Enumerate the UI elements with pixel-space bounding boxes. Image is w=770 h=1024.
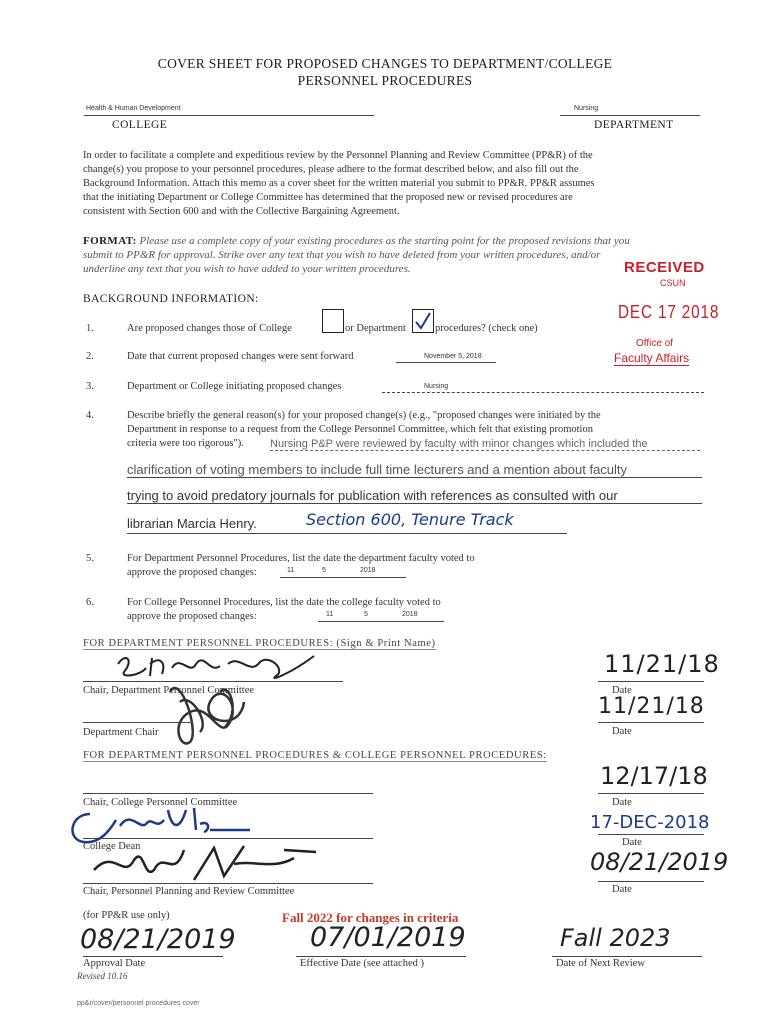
format-line: underline any text that you wish to have added to your written procedures.	[83, 263, 411, 275]
q1-number: 1.	[86, 323, 94, 334]
dept-chair-date-label: Date	[612, 726, 632, 737]
dean-date: 17-DEC-2018	[590, 812, 710, 833]
ppr-chair-date-line	[598, 881, 704, 882]
q4-answer-line: clarification of voting members to include full time lecturers and a mention about faculty	[127, 462, 702, 478]
q2-underline	[396, 362, 496, 363]
format-line: submit to PP&R for approval. Strike over any text that you wish to have deleted from your written procedures, and/or	[83, 249, 601, 261]
q3-text: Department or College initiating proposed changes	[127, 381, 342, 392]
college-chair-date-line	[598, 793, 704, 794]
q5-day: 5	[322, 567, 326, 574]
ppr-only-note: Fall 2022 for changes in criteria	[282, 910, 459, 925]
department-underline	[560, 115, 700, 116]
q4-handwritten-note: Section 600, Tenure Track	[306, 510, 514, 529]
college-label: COLLEGE	[112, 119, 168, 131]
q2-text: Date that current proposed changes were sent forward	[127, 351, 354, 362]
stamp-faculty-affairs: Faculty Affairs	[614, 351, 690, 365]
chair-label: Chair, Department Personnel Committee	[83, 685, 255, 696]
stamp-csun: CSUN	[660, 278, 686, 288]
revised-note: Revised 10.16	[77, 971, 128, 981]
background-heading: BACKGROUND INFORMATION:	[83, 293, 259, 305]
college-chair-signature-line	[83, 793, 373, 794]
ppr-chair-signature-line	[83, 883, 373, 884]
q3-number: 3.	[86, 381, 94, 392]
stamp-office: Office of	[636, 338, 674, 349]
q4-answer-line: librarian Marcia Henry.	[127, 516, 257, 531]
format-line: Please use a complete copy of your existing procedures as the starting point for the proposed revisions that you	[139, 235, 630, 247]
document-title-line1: COVER SHEET FOR PROPOSED CHANGES TO DEPARTMENT/COLLEGE	[157, 56, 613, 71]
dept-chair-date-line	[598, 722, 704, 723]
q6-text-line: approve the proposed changes:	[127, 611, 257, 622]
intro-line: change(s) you propose to your personnel procedures, please adhere to the format described below, and also fill out the	[83, 164, 579, 175]
q5-number: 5.	[86, 553, 94, 564]
q1-text-procedures: procedures? (check one)	[435, 323, 538, 334]
q2-value: November 5, 2018	[424, 353, 482, 360]
q6-month: 11	[326, 611, 334, 618]
q4-answer-line: Nursing P&P were reviewed by faculty with minor changes which included the	[270, 438, 700, 451]
department-value: Nursing	[574, 105, 599, 112]
stamp-received: RECEIVED	[624, 259, 705, 276]
document-title-line2: PERSONNEL PROCEDURES	[297, 73, 473, 88]
department-checkbox[interactable]	[412, 309, 434, 333]
q6-text-line: For College Personnel Procedures, list the date the college faculty voted to	[127, 597, 441, 608]
college-underline	[84, 115, 374, 116]
intro-line: that the initiating Department or College Committee has determined that the proposed new or revised procedures are	[83, 192, 573, 203]
ppr-chair-date: 08/21/2019	[590, 848, 729, 876]
college-chair-label: Chair, College Personnel Committee	[83, 797, 238, 808]
stamp-date: DEC 17 2018	[618, 302, 720, 322]
next-review-label: Date of Next Review	[556, 958, 645, 969]
department-chair-signature	[160, 672, 250, 752]
file-path: pp&r/cover/personnel procedures cover	[77, 1000, 200, 1007]
dean-date-label: Date	[622, 837, 642, 848]
intro-line: Background Information. Attach this memo as a cover sheet for the written material you submit to PP&R. PP&R assumes	[83, 178, 595, 189]
intro-line: In order to facilitate a complete and expeditious review by the Personnel Planning and Review Committee (PP&R) of the	[83, 150, 593, 161]
ppr-chair-label: Chair, Personnel Planning and Review Committee	[83, 886, 295, 897]
chair-date-line	[598, 681, 704, 682]
q5-text-line: For Department Personnel Procedures, list the date the department faculty voted to	[127, 553, 475, 564]
q3-value: Nursing	[424, 383, 449, 390]
ppr-only-label: (for PP&R use only)	[83, 910, 170, 921]
dept-chair-signature-line	[83, 722, 193, 723]
college-value: Health & Human Development	[86, 105, 181, 112]
q6-date-underline	[318, 621, 444, 622]
dept-section-heading: FOR DEPARTMENT PERSONNEL PROCEDURES: (Sign & Print Name)	[83, 638, 436, 649]
chair-date-label: Date	[612, 685, 632, 696]
q5-text-line: approve the proposed changes:	[127, 567, 257, 578]
dept-chair-label: Department Chair	[83, 727, 159, 738]
format-label: FORMAT:	[83, 235, 137, 247]
dean-signature-line	[83, 838, 373, 839]
q1-text-college: Are proposed changes those of College	[127, 323, 292, 334]
chair-date: 11/21/18	[604, 650, 720, 678]
intro-line: consistent with Section 600 and with the Collective Bargaining Agreement.	[83, 206, 400, 217]
dept-chair-date: 11/21/18	[598, 694, 705, 719]
ppr-chair-date-label: Date	[612, 884, 632, 895]
q4-answer-line: trying to avoid predatory journals for publication with references as consulted with our	[127, 488, 702, 504]
next-review-date: Fall 2023	[560, 924, 671, 952]
college-chair-date-label: Date	[612, 797, 632, 808]
q2-number: 2.	[86, 351, 94, 362]
dean-label: College Dean	[83, 841, 141, 852]
q5-year: 2018	[360, 567, 376, 574]
q6-day: 5	[364, 611, 368, 618]
college-section-heading: FOR DEPARTMENT PERSONNEL PROCEDURES & COLLEGE PERSONNEL PROCEDURES:	[83, 750, 547, 761]
q1-text-department: or Department	[345, 323, 406, 334]
q4-text-line: Department in response to a request from the College Personnel Committee, which felt that existing promotion	[127, 424, 593, 435]
q3-underline	[382, 392, 704, 393]
q5-month: 11	[287, 567, 295, 574]
college-chair-date: 12/17/18	[600, 762, 708, 790]
q6-year: 2018	[402, 611, 418, 618]
q5-date-underline	[280, 577, 406, 578]
q4-underline	[127, 533, 567, 534]
approval-date: 08/21/2019	[80, 924, 236, 955]
intro-paragraph	[83, 149, 703, 219]
q4-number: 4.	[86, 410, 94, 421]
q6-number: 6.	[86, 597, 94, 608]
department-label: DEPARTMENT	[594, 119, 674, 131]
checkmark-icon	[413, 310, 433, 332]
q4-text-line: Describe briefly the general reason(s) for your proposed change(s) (e.g., "proposed changes were initiated by the	[127, 410, 601, 421]
approval-date-label: Approval Date	[83, 958, 146, 969]
college-checkbox[interactable]	[322, 309, 344, 333]
effective-date-label: Effective Date (see attached )	[300, 958, 424, 969]
effective-date: 07/01/2019	[310, 922, 466, 953]
q4-text-line: criteria were too rigorous").	[127, 438, 244, 449]
dean-date-line	[598, 834, 704, 835]
